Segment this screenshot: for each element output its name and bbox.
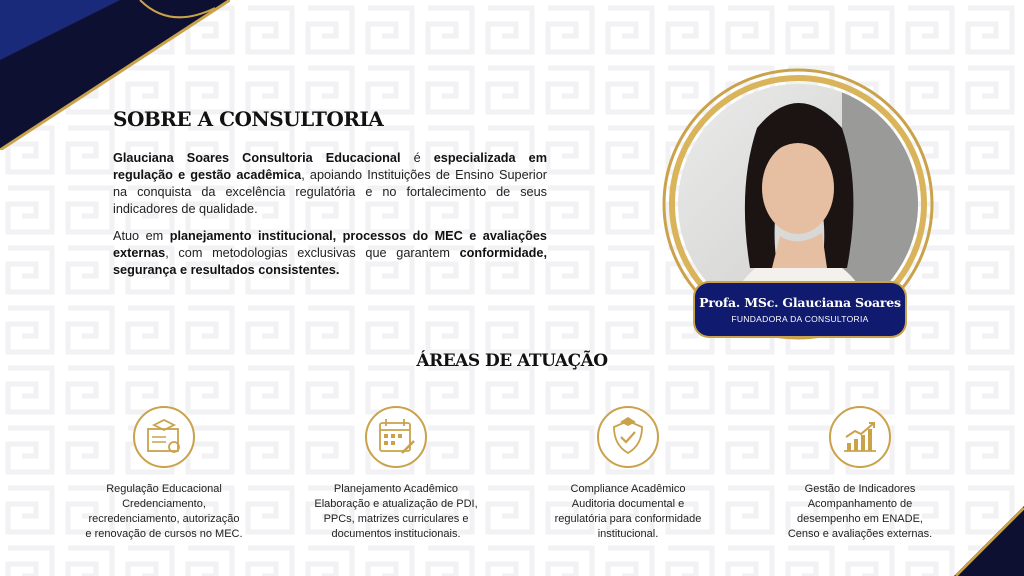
- calendar-planning-icon: [364, 405, 428, 469]
- about-paragraph-2: Atuo em planejamento institucional, processos do MEC e avaliações externas, com metodologias exclusivas que garantem conformidade, segurança e resultados consistentes.: [113, 229, 547, 277]
- area-item-compliance: Compliance Acadêmico Auditoria documental e regulatória para conformidade institucional.: [518, 405, 738, 542]
- about-paragraph-1: Glauciana Soares Consultoria Educacional é especializada em regulação e gestão acadêmica, apoiando Instituições de Ensino Superior na conquista da excelência regulatória e no fortalecimento de seus indicadores de qualidade.: [113, 151, 547, 216]
- graduation-certificate-icon: [132, 405, 196, 469]
- area-item-indicadores: Gestão de Indicadores Acompanhamento de desempenho em ENADE, Censo e avaliações externas.: [750, 405, 970, 542]
- area-item-regulacao: Regulação Educacional Credenciamento, recredenciamento, autorização e renovação de cursos no MEC.: [54, 405, 274, 542]
- profile-name-badge: [695, 283, 905, 336]
- profile-name: Profa. MSc. Glauciana Soares: [699, 295, 901, 310]
- compliance-shield-icon: [596, 405, 660, 469]
- area-item-planejamento: Planejamento Acadêmico Elaboração e atualização de PDI, PPCs, matrizes curriculares e documentos institucionais.: [286, 405, 506, 542]
- section-title-areas: ÁREAS DE ATUAÇÃO: [416, 351, 608, 371]
- profile-role: FUNDADORA DA CONSULTORIA: [731, 314, 869, 324]
- growth-chart-icon: [828, 405, 892, 469]
- section-title-about: SOBRE A CONSULTORIA: [113, 107, 384, 131]
